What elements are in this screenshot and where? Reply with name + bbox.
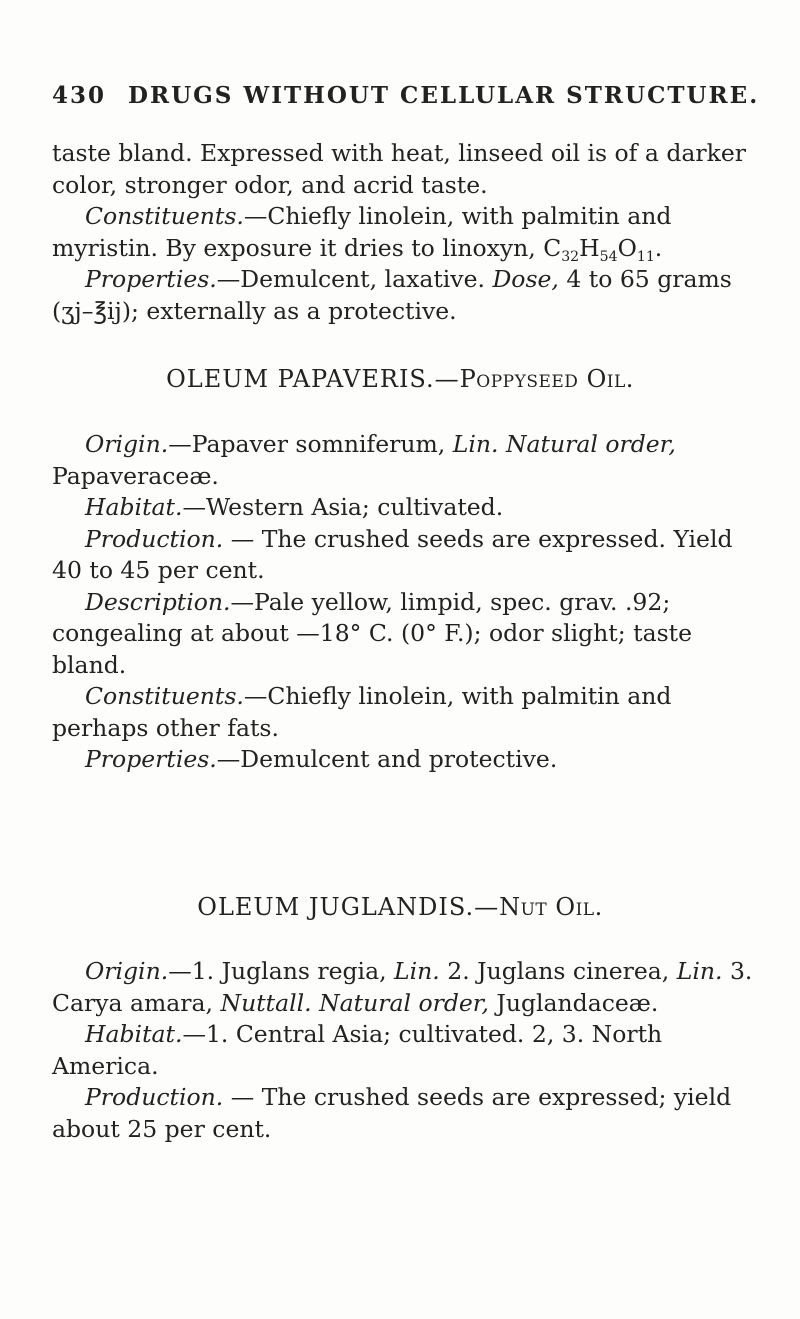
juglandis-habitat-paragraph: [52, 1019, 757, 1082]
oleum-juglandis-block: [52, 956, 757, 1145]
papaveris-origin-paragraph: [52, 429, 757, 492]
production-label: Production.: [85, 524, 224, 553]
constituents-label: Constituents.: [85, 202, 244, 230]
origin-text-1: —1. Juglans regia,: [168, 957, 387, 985]
origin-label: Origin.: [85, 957, 169, 985]
linseed-properties-paragraph: [52, 264, 757, 327]
origin-authority-1: Lin.: [394, 957, 440, 985]
dose-text: 4 to 65 grams (ʒj–℥ij); externally as a protective.: [52, 265, 732, 325]
description-label: Description.: [85, 587, 231, 616]
page-number: 430: [52, 82, 107, 109]
origin-label: Origin.: [85, 430, 169, 458]
oleum-juglandis-heading: [0, 893, 800, 921]
running-title: DRUGS WITHOUT CELLULAR STRUCTURE.: [128, 82, 760, 109]
natural-order-label: Natural order,: [319, 988, 489, 1017]
continuation-paragraph: taste bland. Expressed with heat, linseed oil is of a darker color, stronger odor, and acrid taste.: [52, 139, 746, 199]
oleum-papaveris-block: [52, 429, 757, 776]
running-header: [52, 82, 759, 109]
origin-authority-2: Lin.: [676, 957, 723, 985]
juglandis-production-paragraph: [52, 1082, 757, 1145]
production-text: — The crushed seeds are expressed; yield about 25 per cent.: [52, 1083, 732, 1143]
habitat-label: Habitat.: [85, 493, 183, 521]
origin-authority-3: Nuttall.: [220, 988, 312, 1017]
formula-hydrogen: H: [579, 233, 600, 262]
origin-text: —Papaver somniferum,: [168, 430, 446, 458]
habitat-label: Habitat.: [85, 1020, 183, 1048]
production-text: — The crushed seeds are expressed. Yield 40 to 45 per cent.: [52, 524, 733, 584]
natural-order-family: Juglandaceæ.: [488, 988, 659, 1017]
constituents-text: —Chiefly linolein, with palmitin and myristin. By exposure it dries to linoxyn, C: [52, 202, 672, 262]
natural-order-family: Papaveraceæ.: [52, 461, 219, 490]
habitat-text: —1. Central Asia; cultivated. 2, 3. North America.: [52, 1020, 663, 1080]
constituents-text: —Chiefly linolein, with palmitin and perhaps other fats.: [52, 682, 672, 742]
heading-common-name: Poppyseed Oil.: [459, 365, 634, 393]
properties-text: —Demulcent and protective.: [216, 745, 558, 773]
properties-label: Properties.: [85, 265, 217, 293]
origin-authority: Lin.: [452, 430, 499, 458]
juglandis-origin-paragraph: [52, 956, 757, 1019]
formula-subscript-carbon: 32: [561, 248, 580, 265]
formula-subscript-hydrogen: 54: [599, 248, 618, 265]
papaveris-properties-paragraph: [52, 744, 757, 776]
formula-subscript-oxygen: 11: [636, 248, 655, 265]
constituents-label: Constituents.: [85, 682, 244, 710]
papaveris-description-paragraph: [52, 587, 757, 682]
papaveris-production-paragraph: [52, 524, 757, 587]
origin-text-3: 3. Carya amara,: [52, 957, 753, 1017]
habitat-text: —Western Asia; cultivated.: [182, 493, 504, 521]
papaveris-habitat-paragraph: [52, 492, 757, 524]
natural-order-label: Natural order,: [505, 430, 676, 458]
oleum-papaveris-heading: [0, 365, 800, 393]
heading-common-name: Nut Oil.: [499, 893, 603, 921]
production-label: Production.: [85, 1083, 224, 1111]
description-text: —Pale yellow, limpid, spec. grav. .92; congealing at about —18° C. (0° F.); odor slight; taste bland.: [52, 587, 692, 679]
papaveris-constituents-paragraph: [52, 681, 757, 744]
formula-oxygen: O: [617, 233, 637, 262]
formula-end: .: [654, 233, 663, 262]
heading-latin: OLEUM PAPAVERIS.—: [166, 365, 460, 393]
properties-label: Properties.: [85, 745, 217, 773]
dose-label: Dose,: [492, 265, 559, 293]
linseed-constituents-paragraph: [52, 201, 757, 264]
heading-latin: OLEUM JUGLANDIS.—: [197, 893, 500, 921]
linseed-continuation-block: [52, 138, 757, 327]
origin-text-2: 2. Juglans cinerea,: [439, 957, 670, 985]
properties-text: —Demulcent, laxative.: [216, 265, 485, 293]
